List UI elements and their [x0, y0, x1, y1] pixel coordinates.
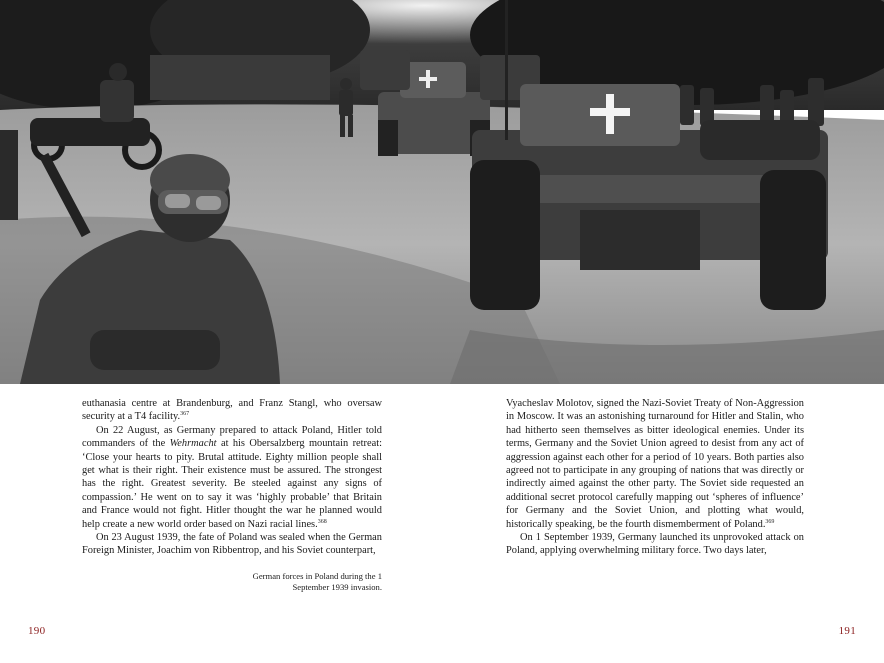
wehrmacht-term: Wehrmacht	[169, 438, 217, 450]
right-column	[506, 397, 804, 558]
endnote-367: 367	[180, 411, 190, 418]
caption-line-1: German forces in Poland during the 1	[252, 571, 382, 581]
endnote-368: 368	[317, 518, 327, 525]
left-paragraph-1-text: euthanasia centre at Brandenburg, and Franz Stangl, who oversaw security at a T4 facility.	[82, 398, 382, 423]
page-number-left: 190	[28, 625, 46, 637]
left-paragraph-2	[82, 424, 382, 531]
endnote-369: 369	[765, 518, 775, 525]
right-paragraph-2: On 1 September 1939, Germany launched its unprovoked attack on Poland, applying overwhelming military force. Two days later,	[506, 532, 804, 557]
right-paragraph-1	[506, 397, 804, 531]
left-paragraph-1	[82, 397, 382, 424]
page-number-right: 191	[838, 625, 856, 637]
left-paragraph-2-text-a: On 22 August, as Germany prepared to attack Poland, Hitler told commanders of the	[82, 424, 382, 450]
right-paragraph-1-text: Vyacheslav Molotov, signed the Nazi-Soviet Treaty of Non-Aggression in Moscow. It was an astonishing turnaround for Hitler and Stalin, who had hitherto seen themselves as bitter ideological enemies. Under its terms, Germany and the Soviet Union agreed to desist from any act of aggression against each other for a period of 10 years. Both parties also agreed not to participate in any grouping of nations that was directly or indirectly aimed against the other party. The Soviet side requested an additional secret protocol carefully mapping out ‘spheres of influence’ for Germany and the Soviet Union, and plotting what would, historically speaking, be the fourth dismemberment of Poland.	[506, 398, 804, 530]
left-paragraph-3: On 23 August 1939, the fate of Poland was sealed when the German Foreign Minister, Joachim von Ribbentrop, and his Soviet counterpart,	[82, 532, 382, 557]
photo-caption	[190, 571, 382, 594]
left-paragraph-2-text-b: at his Obersalzberg mountain retreat: ‘Close your hearts to pity. Brutal attitude. Eighty million people shall get what is their right. Their existence must be assured. The strongest has the right. Greatest severity. Be steeled against any signs of compassion.’ He went on to say it was ‘highly probable’ that Britain and France would not fight. Hitler thought the war he planned would help create a new world order based on Nazi racial lines.	[82, 438, 382, 530]
caption-line-2: September 1939 invasion.	[292, 582, 382, 593]
left-column	[82, 397, 382, 558]
